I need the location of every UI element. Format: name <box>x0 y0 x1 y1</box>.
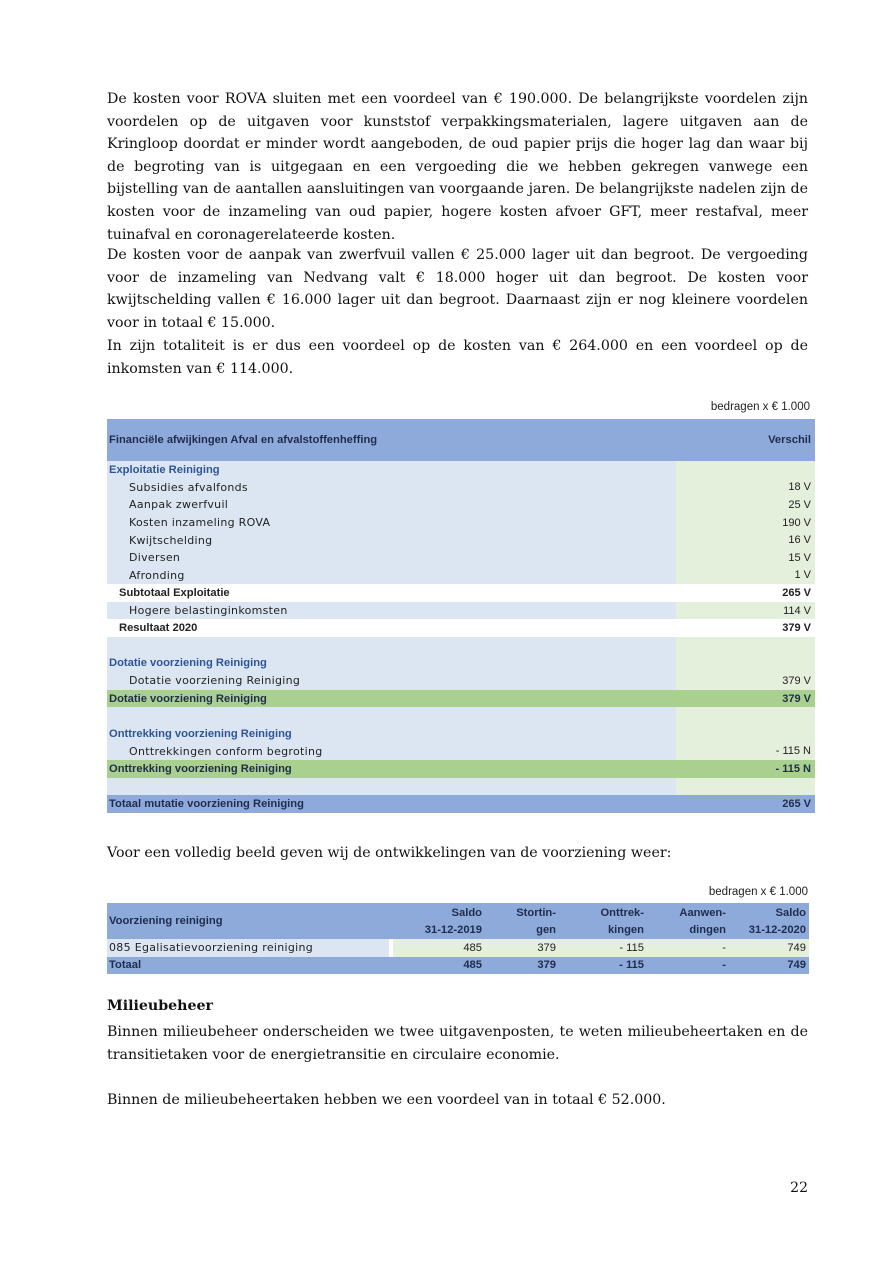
table-row <box>107 514 815 532</box>
table-row <box>107 778 815 796</box>
col-header-top: Saldo <box>451 907 482 919</box>
table-row <box>107 690 815 708</box>
row-value: 190 V <box>676 514 815 532</box>
row-label: Totaal <box>109 959 142 972</box>
table2-header-col <box>389 903 485 939</box>
table1-unit-label: bedragen x € 1.000 <box>710 401 810 413</box>
table-row <box>107 760 815 778</box>
table2-header-col <box>485 903 559 939</box>
row-value <box>676 461 815 479</box>
table1-header-value: Verschil <box>768 434 811 446</box>
row-value: 265 V <box>676 795 815 813</box>
table-total-row <box>107 957 809 975</box>
table2-header-col <box>729 903 809 939</box>
col-header-top: Saldo <box>775 907 806 919</box>
row-value: 15 V <box>676 549 815 567</box>
col-header-top: Onttrek- <box>600 907 644 919</box>
row-value: 379 V <box>676 619 815 637</box>
table2-header-col <box>559 903 647 939</box>
row-value: 18 V <box>676 479 815 497</box>
table-row <box>107 795 815 813</box>
table-row <box>107 672 815 690</box>
row-label: Dotatie voorziening Reiniging <box>107 655 676 673</box>
row-label <box>107 637 676 655</box>
paragraph-voorziening-intro: Voor een volledig beeld geven wij de ontwikkelingen van de voorziening weer: <box>107 845 672 861</box>
col-header-bottom: kingen <box>607 924 644 936</box>
cell-value: 485 <box>463 959 482 972</box>
row-label: 085 Egalisatievoorziening reiniging <box>107 939 389 957</box>
row-label: Resultaat 2020 <box>107 619 676 637</box>
row-label: Aanpak zwerfvuil <box>107 496 676 514</box>
col-header-bottom: 31-12-2019 <box>424 924 482 936</box>
cell-value: 749 <box>787 959 806 972</box>
table2-header <box>107 903 809 939</box>
col-header-bottom: 31-12-2020 <box>748 924 806 936</box>
cell-value: 379 <box>485 939 559 957</box>
table-row <box>107 707 815 725</box>
row-label: Exploitatie Reiniging <box>107 461 676 479</box>
row-value: - 115 N <box>676 743 815 761</box>
row-label: Diversen <box>107 549 676 567</box>
row-value: 379 V <box>676 690 815 708</box>
table1-header <box>107 419 815 461</box>
table2-unit-label: bedragen x € 1.000 <box>708 886 808 898</box>
table-row <box>107 602 815 620</box>
table-row <box>107 725 815 743</box>
cell-value: 749 <box>729 939 809 957</box>
table1-body <box>107 461 815 813</box>
row-value <box>676 637 815 655</box>
col-header-top: Aanwen- <box>679 907 726 919</box>
paragraph-milieubeheer: Binnen milieubeheer onderscheiden we twee uitgavenposten, te weten milieubeheertaken en de transitietaken voor de energietransitie en circulaire economie. <box>107 1024 808 1063</box>
row-value: 114 V <box>676 602 815 620</box>
row-value <box>676 655 815 673</box>
table1-header-label: Financiële afwijkingen Afval en afvalstoffenheffing <box>109 434 378 446</box>
cell-value: - <box>647 939 729 957</box>
voorziening-reiniging-table <box>107 903 809 974</box>
table-row <box>107 496 815 514</box>
col-header-top: Stortin- <box>516 907 556 919</box>
cell-value: - <box>722 959 726 972</box>
table-row <box>107 479 815 497</box>
paragraph-milieubeheertaken: Binnen de milieubeheertaken hebben we een voordeel van in totaal € 52.000. <box>107 1092 666 1108</box>
row-value: 16 V <box>676 531 815 549</box>
row-label: Dotatie voorziening Reiniging <box>107 672 676 690</box>
row-label: Afronding <box>107 567 676 585</box>
table-row <box>107 743 815 761</box>
cell-value: 379 <box>537 959 556 972</box>
row-label: Subsidies afvalfonds <box>107 479 676 497</box>
cell-value: - 115 <box>619 959 644 972</box>
row-value: - 115 N <box>676 760 815 778</box>
table-row <box>107 637 815 655</box>
row-label <box>107 707 676 725</box>
row-value <box>676 725 815 743</box>
row-value: 379 V <box>676 672 815 690</box>
paragraph-totaliteit: In zijn totaliteit is er dus een voordeel op de kosten van € 264.000 en een voordeel op de inkomsten van € 114.000. <box>107 338 808 377</box>
row-value <box>676 707 815 725</box>
paragraph-rova-costs: De kosten voor ROVA sluiten met een voordeel van € 190.000. De belangrijkste voordelen zijn voordelen op de uitgaven voor kunststof verpakkingsmaterialen, lagere uitgaven aan de Kringloop doordat er minder wordt aangeboden, de oud papier prijs die hoger lag dan waar bij de begroting van is uitgegaan en een vergoeding die we hebben gekregen vanwege een bijstelling van de aantallen aansluitingen van voorgaande jaren. De belangrijkste nadelen zijn de kosten voor de inzameling van oud papier, hogere kosten afvoer GFT, meer restafval, meer tuinafval en coronagerelateerde kosten. <box>107 91 808 243</box>
row-value: 25 V <box>676 496 815 514</box>
page-number: 22 <box>790 1180 808 1196</box>
table-row <box>107 461 815 479</box>
section-heading: Milieubeheer <box>107 998 214 1014</box>
table2-header-col <box>647 903 729 939</box>
row-label: Onttrekkingen conform begroting <box>107 743 676 761</box>
cell-value: 485 <box>389 939 485 957</box>
row-label: Kosten inzameling ROVA <box>107 514 676 532</box>
row-label <box>107 778 676 796</box>
row-value: 265 V <box>676 584 815 602</box>
row-label: Kwijtschelding <box>107 531 676 549</box>
table2-header-title: Voorziening reiniging <box>109 915 223 927</box>
row-label: Onttrekking voorziening Reiniging <box>107 725 676 743</box>
paragraph-zwerfvuil: De kosten voor de aanpak van zwerfvuil vallen € 25.000 lager uit dan begroot. De vergoeding voor de inzameling van Nedvang valt € 18.000 hoger uit dan begroot. De kosten voor kwijtschelding vallen € 16.000 lager uit dan begroot. Daarnaast zijn er nog kleinere voordelen voor in totaal € 15.000. <box>107 247 808 331</box>
row-label: Totaal mutatie voorziening Reiniging <box>107 795 676 813</box>
row-label: Onttrekking voorziening Reiniging <box>107 760 676 778</box>
row-label: Hogere belastinginkomsten <box>107 602 676 620</box>
table-row <box>107 584 815 602</box>
table-row <box>107 939 809 957</box>
col-header-bottom: dingen <box>689 924 726 936</box>
table-row <box>107 619 815 637</box>
row-label: Dotatie voorziening Reiniging <box>107 690 676 708</box>
row-value: 1 V <box>676 567 815 585</box>
row-label: Subtotaal Exploitatie <box>107 584 676 602</box>
table-row <box>107 531 815 549</box>
table-row <box>107 655 815 673</box>
row-value <box>676 778 815 796</box>
table-row <box>107 567 815 585</box>
table-row <box>107 549 815 567</box>
cell-value: - 115 <box>559 939 647 957</box>
financial-deviations-table <box>107 419 815 813</box>
col-header-bottom: gen <box>536 924 556 936</box>
